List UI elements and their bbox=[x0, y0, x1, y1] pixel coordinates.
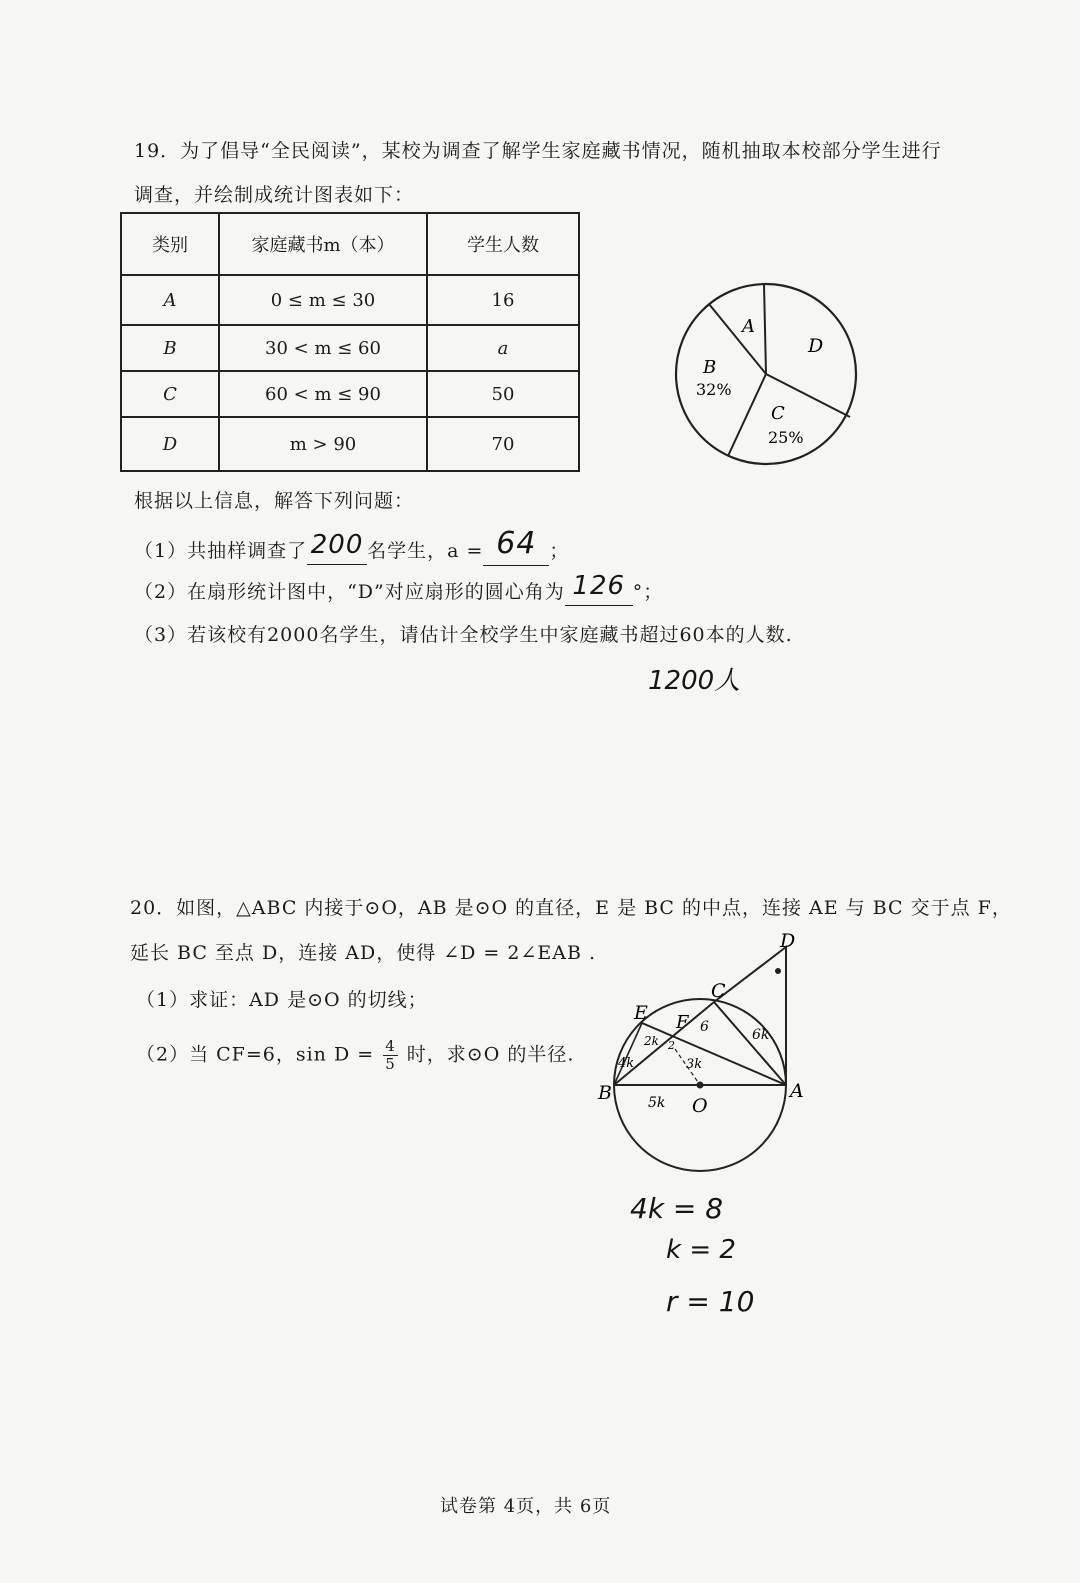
table-cell: A bbox=[121, 275, 219, 325]
q20-stem-line2: 延长 BC 至点 D，连接 AD，使得 ∠D = 2∠EAB . bbox=[130, 942, 597, 964]
q20-part2-text-b: 时，求⊙O 的半径. bbox=[406, 1043, 575, 1066]
handwritten-answer: 126 bbox=[572, 571, 626, 601]
table-row bbox=[121, 325, 579, 371]
q19-intro: 根据以上信息，解答下列问题： bbox=[134, 490, 415, 512]
label-o: O bbox=[692, 1095, 708, 1117]
table-row bbox=[121, 275, 579, 325]
table-cell: 60 < m ≤ 90 bbox=[219, 371, 427, 417]
q19-stat-table bbox=[120, 212, 580, 472]
pie-divider bbox=[764, 284, 766, 374]
pie-divider bbox=[709, 304, 766, 374]
q19-part1-text-b: 名学生，a = bbox=[367, 540, 484, 562]
work-line: k = 2 bbox=[666, 1235, 736, 1265]
label-b: B bbox=[598, 1082, 612, 1104]
label-c: C bbox=[711, 980, 726, 1002]
q19-stem-line1: 19．为了倡导“全民阅读”，某校为调查了解学生家庭藏书情况，随机抽取本校部分学生进行 bbox=[134, 140, 942, 162]
hand-label-ef: 2k bbox=[644, 1034, 659, 1048]
q19-part1 bbox=[134, 526, 570, 566]
table-cell: 16 bbox=[427, 275, 579, 325]
answer-blank bbox=[307, 530, 367, 565]
q20-part2-text-a: （2）当 CF=6，sin D = bbox=[136, 1043, 375, 1066]
q20-geometry-figure bbox=[590, 925, 830, 1185]
table-cell: a bbox=[427, 325, 579, 371]
table-cell: 70 bbox=[427, 417, 579, 471]
table-cell: 50 bbox=[427, 371, 579, 417]
pie-percent-c: 25% bbox=[768, 428, 804, 447]
label-d: D bbox=[780, 930, 796, 952]
work-line: 4k = 8 bbox=[630, 1192, 724, 1225]
table-header-category: 类别 bbox=[121, 213, 219, 275]
answer-blank bbox=[565, 571, 633, 606]
hand-label-cf: 6 bbox=[700, 1019, 709, 1035]
table-header-count: 学生人数 bbox=[427, 213, 579, 275]
table-cell: 30 < m ≤ 60 bbox=[219, 325, 427, 371]
q19-part1-text-a: （1）共抽样调查了 bbox=[134, 540, 308, 562]
page-footer: 试卷第 4页，共 6页 bbox=[440, 1496, 612, 1517]
label-e: E bbox=[634, 1002, 648, 1024]
q20-stem-line1: 20．如图，△ABC 内接于⊙O，AB 是⊙O 的直径，E 是 BC 的中点，连接 AE 与 BC 交于点 F， bbox=[130, 897, 1012, 919]
q19-pie-figure bbox=[660, 270, 870, 480]
fraction bbox=[383, 1038, 398, 1073]
pie-label-d: D bbox=[808, 335, 824, 357]
hand-label-fo: 3k bbox=[686, 1057, 703, 1072]
q19-stem-line2: 调查，并绘制成统计图表如下： bbox=[134, 184, 415, 206]
table-header-books: 家庭藏书m（本） bbox=[219, 213, 427, 275]
table-cell: 0 ≤ m ≤ 30 bbox=[219, 275, 427, 325]
hand-label-2: 2 bbox=[668, 1039, 675, 1052]
hand-label-dc: 6k bbox=[752, 1027, 770, 1043]
q19-part1-text-c: ； bbox=[549, 540, 570, 562]
center-point bbox=[697, 1082, 704, 1089]
answer-blank bbox=[483, 526, 549, 566]
work-line: r = 10 bbox=[666, 1285, 755, 1318]
pie-percent-b: 32% bbox=[696, 380, 732, 399]
handwritten-answer: 64 bbox=[496, 526, 537, 561]
pie-label-c: C bbox=[771, 403, 785, 424]
hand-label-be: 4k bbox=[618, 1056, 635, 1071]
table-row bbox=[121, 371, 579, 417]
q19-part2-text-a: （2）在扇形统计图中，“D”对应扇形的圆心角为 bbox=[134, 581, 565, 603]
label-a: A bbox=[790, 1080, 804, 1102]
fraction-denominator: 5 bbox=[385, 1055, 396, 1073]
pie-label-b: B bbox=[703, 357, 717, 378]
table-cell: B bbox=[121, 325, 219, 371]
table-cell: C bbox=[121, 371, 219, 417]
segment-be bbox=[614, 1023, 642, 1085]
hand-label-bo: 5k bbox=[648, 1095, 666, 1111]
handwritten-answer: 200 bbox=[310, 530, 364, 560]
angle-mark-d bbox=[775, 968, 781, 974]
pie-divider bbox=[728, 374, 766, 456]
q19-part2-text-b: °； bbox=[632, 581, 664, 603]
pie-label-a: A bbox=[742, 316, 755, 337]
label-f: F bbox=[676, 1012, 689, 1033]
q19-part2 bbox=[134, 571, 664, 606]
table-row bbox=[121, 417, 579, 471]
q19-part3-handwritten: 1200人 bbox=[648, 666, 741, 696]
q20-part1: （1）求证：AD 是⊙O 的切线； bbox=[136, 989, 428, 1011]
q19-part3: （3）若该校有2000名学生，请估计全校学生中家庭藏书超过60本的人数. bbox=[134, 624, 793, 646]
fraction-numerator: 4 bbox=[385, 1037, 396, 1055]
table-cell: D bbox=[121, 417, 219, 471]
q20-part2 bbox=[136, 1038, 574, 1073]
table-cell: m > 90 bbox=[219, 417, 427, 471]
